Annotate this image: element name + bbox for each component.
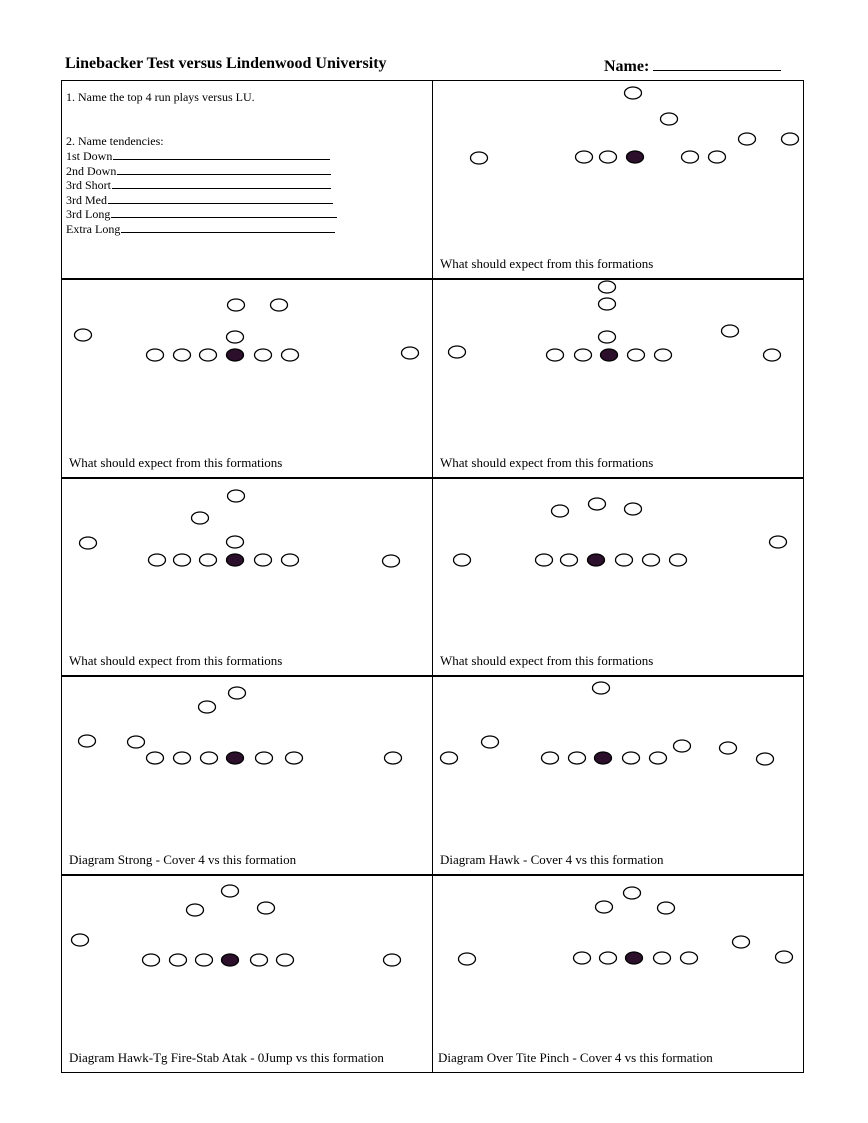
- player-marker: [79, 735, 96, 747]
- player-marker: [255, 349, 272, 361]
- player-marker: [256, 752, 273, 764]
- tendency-answer-line[interactable]: [121, 222, 335, 233]
- player-marker: [228, 299, 245, 311]
- tendency-row: [66, 207, 337, 222]
- player-marker: [599, 298, 616, 310]
- player-marker: [661, 113, 678, 125]
- player-marker: [277, 954, 294, 966]
- name-field: [604, 55, 781, 76]
- test-grid: [61, 80, 804, 1073]
- center-marker: [627, 151, 644, 163]
- player-marker: [170, 954, 187, 966]
- tendency-answer-line[interactable]: [108, 193, 333, 204]
- player-marker: [255, 554, 272, 566]
- player-marker: [682, 151, 699, 163]
- formation-caption: What should expect from this formations: [69, 455, 283, 470]
- player-marker: [402, 347, 419, 359]
- player-marker: [628, 349, 645, 361]
- player-marker: [764, 349, 781, 361]
- formation-caption: What should expect from this formations: [440, 653, 654, 668]
- tendency-row: [66, 222, 335, 237]
- player-marker: [385, 752, 402, 764]
- player-marker: [576, 151, 593, 163]
- player-marker: [623, 752, 640, 764]
- player-marker: [654, 952, 671, 964]
- formation-diagram: [433, 81, 805, 280]
- player-marker: [542, 752, 559, 764]
- question-2: 2. Name tendencies:: [66, 134, 164, 148]
- questions-cell: [61, 80, 433, 279]
- formation-diagram: [62, 479, 434, 677]
- player-marker: [599, 281, 616, 293]
- player-marker: [776, 951, 793, 963]
- player-marker: [143, 954, 160, 966]
- question-1: 1. Name the top 4 run plays versus LU.: [66, 90, 255, 104]
- player-marker: [459, 953, 476, 965]
- center-marker: [601, 349, 618, 361]
- player-marker: [655, 349, 672, 361]
- tendency-label: 3rd Med: [66, 192, 107, 207]
- player-marker: [552, 505, 569, 517]
- formation-cell: [432, 676, 804, 875]
- formation-caption: Diagram Hawk - Cover 4 vs this formation: [440, 852, 664, 867]
- player-marker: [227, 536, 244, 548]
- player-marker: [227, 331, 244, 343]
- player-marker: [251, 954, 268, 966]
- player-marker: [128, 736, 145, 748]
- player-marker: [147, 752, 164, 764]
- formation-caption: What should expect from this formations: [440, 256, 654, 271]
- player-marker: [658, 902, 675, 914]
- player-marker: [383, 555, 400, 567]
- player-marker: [199, 701, 216, 713]
- player-marker: [722, 325, 739, 337]
- player-marker: [282, 554, 299, 566]
- center-marker: [626, 952, 643, 964]
- formation-caption: Diagram Over Tite Pinch - Cover 4 vs this formation: [438, 1050, 713, 1065]
- formation-caption: What should expect from this formations: [440, 455, 654, 470]
- player-marker: [720, 742, 737, 754]
- player-marker: [569, 752, 586, 764]
- formation-cell: [61, 279, 433, 478]
- formation-cell: [61, 478, 433, 676]
- center-marker: [588, 554, 605, 566]
- player-marker: [782, 133, 799, 145]
- player-marker: [258, 902, 275, 914]
- player-marker: [80, 537, 97, 549]
- player-marker: [200, 554, 217, 566]
- player-marker: [574, 952, 591, 964]
- tendency-row: [66, 193, 333, 208]
- player-marker: [624, 887, 641, 899]
- player-marker: [599, 331, 616, 343]
- tendency-row: [66, 164, 331, 179]
- player-marker: [200, 349, 217, 361]
- player-marker: [75, 329, 92, 341]
- player-marker: [174, 554, 191, 566]
- player-marker: [643, 554, 660, 566]
- formation-cell: [432, 279, 804, 478]
- player-marker: [192, 512, 209, 524]
- player-marker: [600, 151, 617, 163]
- player-marker: [625, 503, 642, 515]
- player-marker: [222, 885, 239, 897]
- player-marker: [650, 752, 667, 764]
- formation-diagram: [62, 876, 434, 1074]
- player-marker: [229, 687, 246, 699]
- tendency-row: [66, 149, 330, 164]
- player-marker: [739, 133, 756, 145]
- formation-caption: Diagram Strong - Cover 4 vs this formation: [69, 852, 297, 867]
- player-marker: [441, 752, 458, 764]
- tendency-row: [66, 178, 331, 193]
- player-marker: [149, 554, 166, 566]
- player-marker: [174, 349, 191, 361]
- name-label: Name:: [604, 58, 650, 75]
- player-marker: [561, 554, 578, 566]
- tendency-answer-line[interactable]: [113, 149, 330, 160]
- player-marker: [770, 536, 787, 548]
- player-marker: [596, 901, 613, 913]
- formation-diagram: [62, 677, 434, 876]
- center-marker: [595, 752, 612, 764]
- tendency-label: 3rd Long: [66, 207, 111, 222]
- player-marker: [449, 346, 466, 358]
- player-marker: [384, 954, 401, 966]
- center-marker: [227, 752, 244, 764]
- player-marker: [187, 904, 204, 916]
- tendency-answer-line[interactable]: [111, 207, 337, 218]
- player-marker: [147, 349, 164, 361]
- player-marker: [674, 740, 691, 752]
- center-marker: [227, 554, 244, 566]
- tendency-answer-line[interactable]: [117, 164, 331, 175]
- player-marker: [196, 954, 213, 966]
- formation-diagram: [433, 280, 805, 479]
- player-marker: [471, 152, 488, 164]
- tendency-label: Extra Long: [66, 222, 121, 236]
- player-marker: [757, 753, 774, 765]
- player-marker: [681, 952, 698, 964]
- player-marker: [589, 498, 606, 510]
- player-marker: [454, 554, 471, 566]
- formation-diagram: [62, 280, 434, 479]
- player-marker: [547, 349, 564, 361]
- formation-cell: [61, 676, 433, 875]
- tendency-answer-line[interactable]: [112, 178, 331, 189]
- player-marker: [228, 490, 245, 502]
- formation-cell: [432, 478, 804, 676]
- player-marker: [282, 349, 299, 361]
- center-marker: [227, 349, 244, 361]
- center-marker: [222, 954, 239, 966]
- player-marker: [616, 554, 633, 566]
- tendency-label: 2nd Down: [66, 163, 117, 178]
- formation-diagram: [433, 479, 805, 677]
- formation-diagram: [433, 677, 805, 876]
- player-marker: [536, 554, 553, 566]
- formation-caption: What should expect from this formations: [69, 653, 283, 668]
- formation-cell: [61, 875, 433, 1073]
- formation-diagram: [433, 876, 805, 1074]
- formation-caption: Diagram Hawk-Tg Fire-Stab Atak - 0Jump vs this formation: [69, 1050, 384, 1065]
- player-marker: [593, 682, 610, 694]
- player-marker: [625, 87, 642, 99]
- player-marker: [72, 934, 89, 946]
- tendency-label: 3rd Short: [66, 178, 111, 193]
- player-marker: [482, 736, 499, 748]
- player-marker: [733, 936, 750, 948]
- player-marker: [600, 952, 617, 964]
- player-marker: [201, 752, 218, 764]
- formation-cell: [432, 80, 804, 279]
- name-blank-line[interactable]: [653, 55, 781, 71]
- player-marker: [286, 752, 303, 764]
- page-title: Linebacker Test versus Lindenwood University: [65, 55, 387, 72]
- player-marker: [575, 349, 592, 361]
- player-marker: [709, 151, 726, 163]
- player-marker: [174, 752, 191, 764]
- player-marker: [670, 554, 687, 566]
- formation-cell: [432, 875, 804, 1073]
- tendency-label: 1st Down: [66, 149, 113, 163]
- player-marker: [271, 299, 288, 311]
